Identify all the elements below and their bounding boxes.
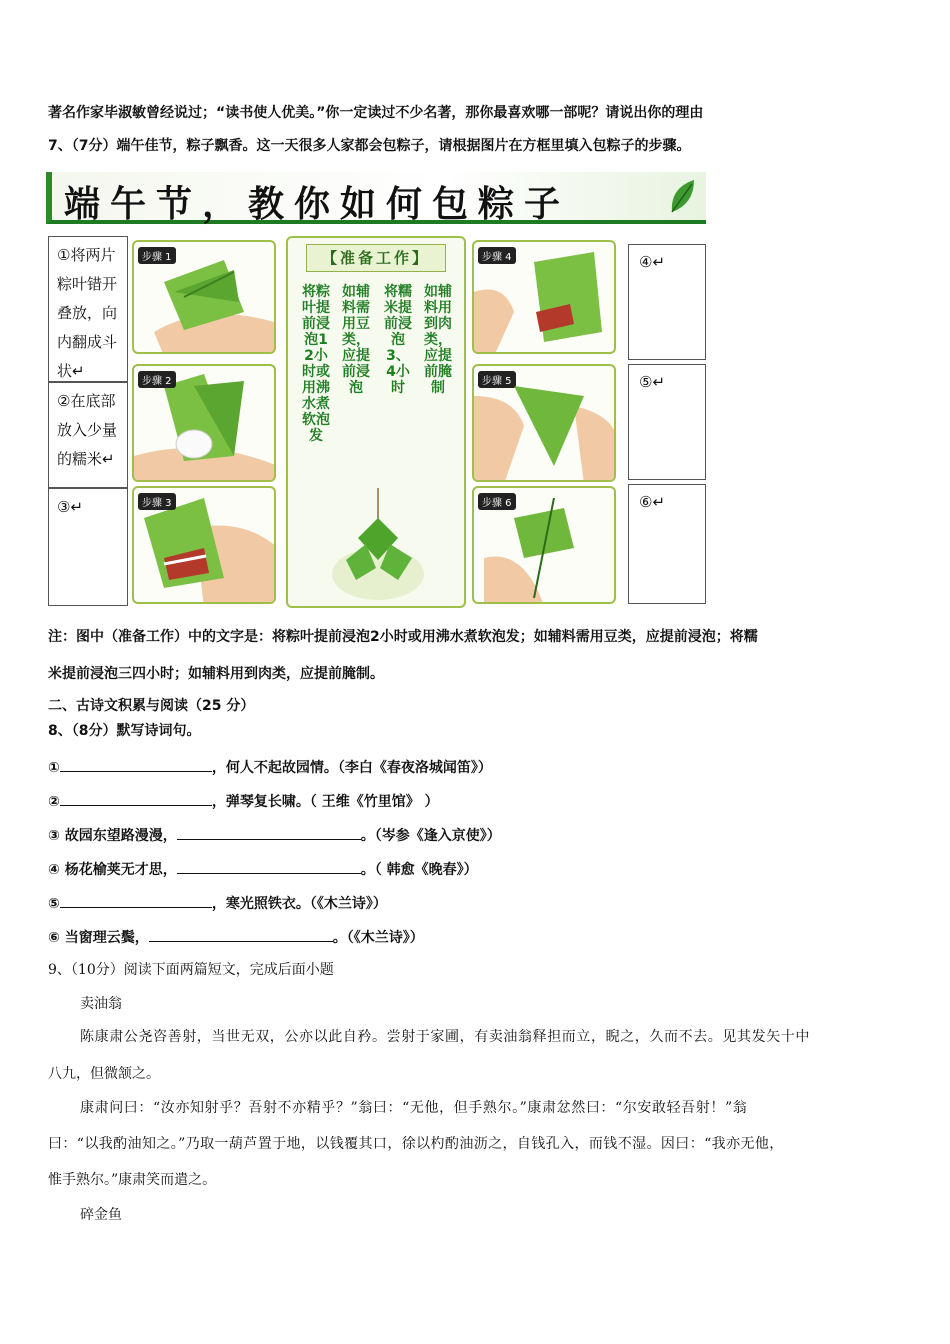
passage-2-title: 碎金鱼 <box>80 1207 122 1223</box>
leaf-icon <box>668 178 698 214</box>
answer-box-4[interactable] <box>628 244 706 360</box>
poem-2-blank[interactable] <box>60 790 212 806</box>
step-cell-2 <box>48 382 128 488</box>
note-line-1: 注：图中（准备工作）中的文字是：将粽叶提前浸泡2小时或用沸水煮软泡发；如辅料需用豆类，应提前浸泡；将糯 <box>48 629 758 645</box>
poem-1-suffix: ，何人不起故园情。（李白《春夜洛城闻笛》） <box>211 760 492 776</box>
section-2-heading: 二、古诗文积累与阅读（25 分） <box>48 698 255 714</box>
poem-line-6 <box>48 926 424 948</box>
answer-box-5-label: ⑤↵ <box>639 373 666 391</box>
prep-column-1: 将粽叶提前浸泡12小时或用沸水煮软泡发 <box>302 284 330 444</box>
poem-4-suffix: 。（ 韩愈《晚春》） <box>360 862 478 878</box>
question-9: 9、（10分）阅读下面两篇短文，完成后面小题 <box>48 962 334 978</box>
step-1-image <box>132 240 276 354</box>
step-cell-1-text: ①将两片粽叶错开叠放，向内翻成斗状↵ <box>57 246 118 380</box>
preparation-panel <box>286 236 466 608</box>
poem-5-suffix: ，寒光照铁衣。（《木兰诗》） <box>211 896 387 912</box>
answer-box-4-label: ④↵ <box>639 253 666 271</box>
poem-1-prefix: ① <box>48 760 60 776</box>
poem-3-suffix: 。（岑参《逢入京使》） <box>360 828 501 844</box>
poem-2-suffix: ，弹琴复长啸。（ 王维《竹里馆》 ） <box>211 794 439 810</box>
answer-box-6[interactable] <box>628 484 706 604</box>
poem-3-prefix: ③ 故园东望路漫漫， <box>48 828 177 844</box>
poem-6-prefix: ⑥ 当窗理云鬓， <box>48 930 149 946</box>
step-4-badge: 步骤 4 <box>478 247 516 264</box>
answer-box-6-label: ⑥↵ <box>639 493 666 511</box>
passage-1-para-1-line-1: 陈康肃公尧咨善射，当世无双，公亦以此自矜。尝射于家圃，有卖油翁释担而立，睨之，久而不去。见其发矢十中 <box>80 1029 810 1045</box>
note-line-2: 米提前浸泡三四小时；如辅料用到肉类，应提前腌制。 <box>48 666 384 682</box>
step-cell-1 <box>48 236 128 382</box>
step-3-image <box>132 486 276 604</box>
poem-6-blank[interactable] <box>149 926 333 942</box>
passage-1-para-1-line-2: 八九，但微颔之。 <box>48 1066 160 1082</box>
poem-6-suffix: 。（《木兰诗》） <box>332 930 424 946</box>
passage-1-para-2-line-2: 曰：“以我酌油知之。”乃取一葫芦置于地，以钱覆其口，徐以杓酌油沥之，自钱孔入，而钱不湿。因曰：“我亦无他， <box>48 1136 784 1152</box>
question-8: 8、（8分）默写诗词句。 <box>48 723 201 739</box>
passage-1-title: 卖油翁 <box>80 996 122 1012</box>
poem-4-prefix: ④ 杨花榆荚无才思， <box>48 862 177 878</box>
prep-column-3: 将糯米提前浸泡3、4小时 <box>384 284 412 396</box>
answer-box-5[interactable] <box>628 364 706 480</box>
poem-3-blank[interactable] <box>177 824 361 840</box>
step-5-badge: 步骤 5 <box>478 371 516 388</box>
prep-column-4: 如辅料用到肉类，应提前腌制 <box>424 284 452 396</box>
figure-banner <box>46 172 706 224</box>
step-6-badge: 步骤 6 <box>478 493 516 510</box>
preparation-title: 【准备工作】 <box>306 244 446 272</box>
poem-line-4 <box>48 858 478 880</box>
intro-line: 著名作家毕淑敏曾经说过；“读书使人优美。”你一定读过不少名著，那你最喜欢哪一部呢？请说出你的理由 <box>48 105 704 121</box>
step-5-image <box>472 364 616 482</box>
poem-line-5 <box>48 892 387 914</box>
zongzi-figure <box>46 172 710 608</box>
poem-5-prefix: ⑤ <box>48 896 60 912</box>
poem-1-blank[interactable] <box>60 756 212 772</box>
step-cell-3-text: ③↵ <box>57 498 84 516</box>
step-3-badge: 步骤 3 <box>138 493 176 510</box>
step-2-image <box>132 364 276 482</box>
poem-line-1 <box>48 756 492 778</box>
step-1-badge: 步骤 1 <box>138 247 176 264</box>
poem-2-prefix: ② <box>48 794 60 810</box>
zongzi-bundle-icon <box>328 488 428 604</box>
step-cell-2-text: ②在底部放入少量的糯米↵ <box>57 392 118 468</box>
passage-1-para-2-line-3: 惟手熟尔。”康肃笑而遣之。 <box>48 1172 217 1188</box>
banner-title: 端午节，教你如何包粽子 <box>64 184 571 225</box>
step-2-badge: 步骤 2 <box>138 371 176 388</box>
passage-1-para-2-line-1: 康肃问曰：“汝亦知射乎？吾射不亦精乎？”翁曰：“无他，但手熟尔。”康肃忿然曰：“尔安敢轻吾射！”翁 <box>80 1100 748 1116</box>
step-4-image <box>472 240 616 354</box>
poem-4-blank[interactable] <box>177 858 361 874</box>
poem-5-blank[interactable] <box>60 892 212 908</box>
step-cell-3[interactable] <box>48 488 128 606</box>
poem-line-3 <box>48 824 501 846</box>
prep-column-2: 如辅料需用豆类，应提前浸泡 <box>342 284 370 396</box>
poem-line-2 <box>48 790 439 812</box>
question-7: 7、（7分）端午佳节，粽子飘香。这一天很多人家都会包粽子，请根据图片在方框里填入包粽子的步骤。 <box>48 138 691 154</box>
step-6-image <box>472 486 616 604</box>
